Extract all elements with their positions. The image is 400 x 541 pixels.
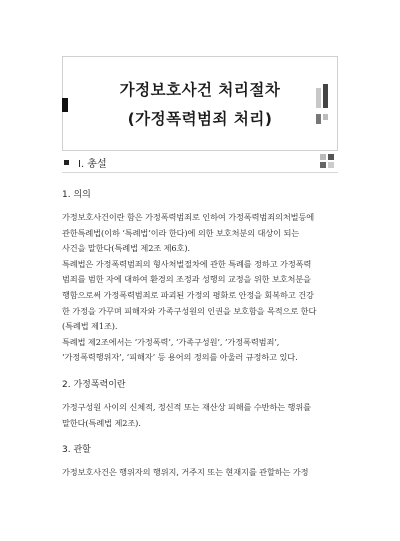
heading-jurisdiction: 3. 관할 xyxy=(62,445,91,456)
paragraph-line: 가정보호사건은 행위자의 행위지, 거주지 또는 현재지를 관할하는 가정 xyxy=(62,467,309,478)
heading-meaning: 1. 의의 xyxy=(62,190,91,200)
title-decoration-right-bar xyxy=(323,114,328,120)
heading-domestic-violence: 2. 가정폭력이란 xyxy=(62,379,126,390)
paragraph-line: 특례법은 가정폭력범죄의 형사처벌절차에 관한 특례를 정하고 가정폭력 xyxy=(62,258,312,269)
paragraph-line: 관한특례법(이하 ‘특례법’이라 한다)에 의한 보호처분의 대상이 되는 xyxy=(62,227,300,238)
title-decoration-right-bar xyxy=(316,88,321,108)
title-box xyxy=(62,56,338,151)
title-decoration-left xyxy=(62,98,68,112)
paragraph-line: 말한다(특례법 제2조). xyxy=(62,417,141,428)
paragraph-line: 특례법 제2조에서는 ‘가정폭력’, ‘가족구성원’, ‘가정폭력범죄’, xyxy=(62,336,280,347)
section-title: Ⅰ. 총설 xyxy=(78,159,107,170)
document-body xyxy=(62,188,342,481)
paragraph-line: 가정구성원 사이의 신체적, 정신적 또는 재산상 피해를 수반하는 행위를 xyxy=(62,401,311,412)
document-title-line-1: 가정보호사건 처리절차 xyxy=(119,81,281,99)
section-header xyxy=(62,152,338,173)
bullet-square-icon xyxy=(64,160,69,165)
grid-squares-icon xyxy=(320,154,336,170)
paragraph-line: 한 가정을 가꾸며 피해자와 가족구성원의 인권을 보호함을 목적으로 한다 xyxy=(62,305,317,316)
paragraph-line: ‘가정폭력행위자’, ‘피해자’ 등 용어의 정의를 아울러 규정하고 있다. xyxy=(62,352,298,363)
document-title-line-2: (가정폭력범죄 처리) xyxy=(127,110,273,128)
paragraph-line: 사건을 말한다(특례법 제2조 제6호). xyxy=(62,243,190,254)
title-decoration-right-bar xyxy=(323,84,328,108)
paragraph-line: 가정보호사건이란 함은 가정폭력범죄로 인하여 가정폭력범죄의처벌등에 xyxy=(62,212,315,222)
paragraph-line: 범죄를 범한 자에 대하여 환경의 조정과 성행의 교정을 위한 보호처분을 xyxy=(62,274,311,285)
paragraph-line: 행함으로써 가정폭력범죄로 파괴된 가정의 평화로 안정을 회복하고 건강 xyxy=(62,289,314,300)
paragraph-line: (특례법 제1조). xyxy=(62,321,118,332)
title-decoration-right-bar xyxy=(316,114,321,124)
